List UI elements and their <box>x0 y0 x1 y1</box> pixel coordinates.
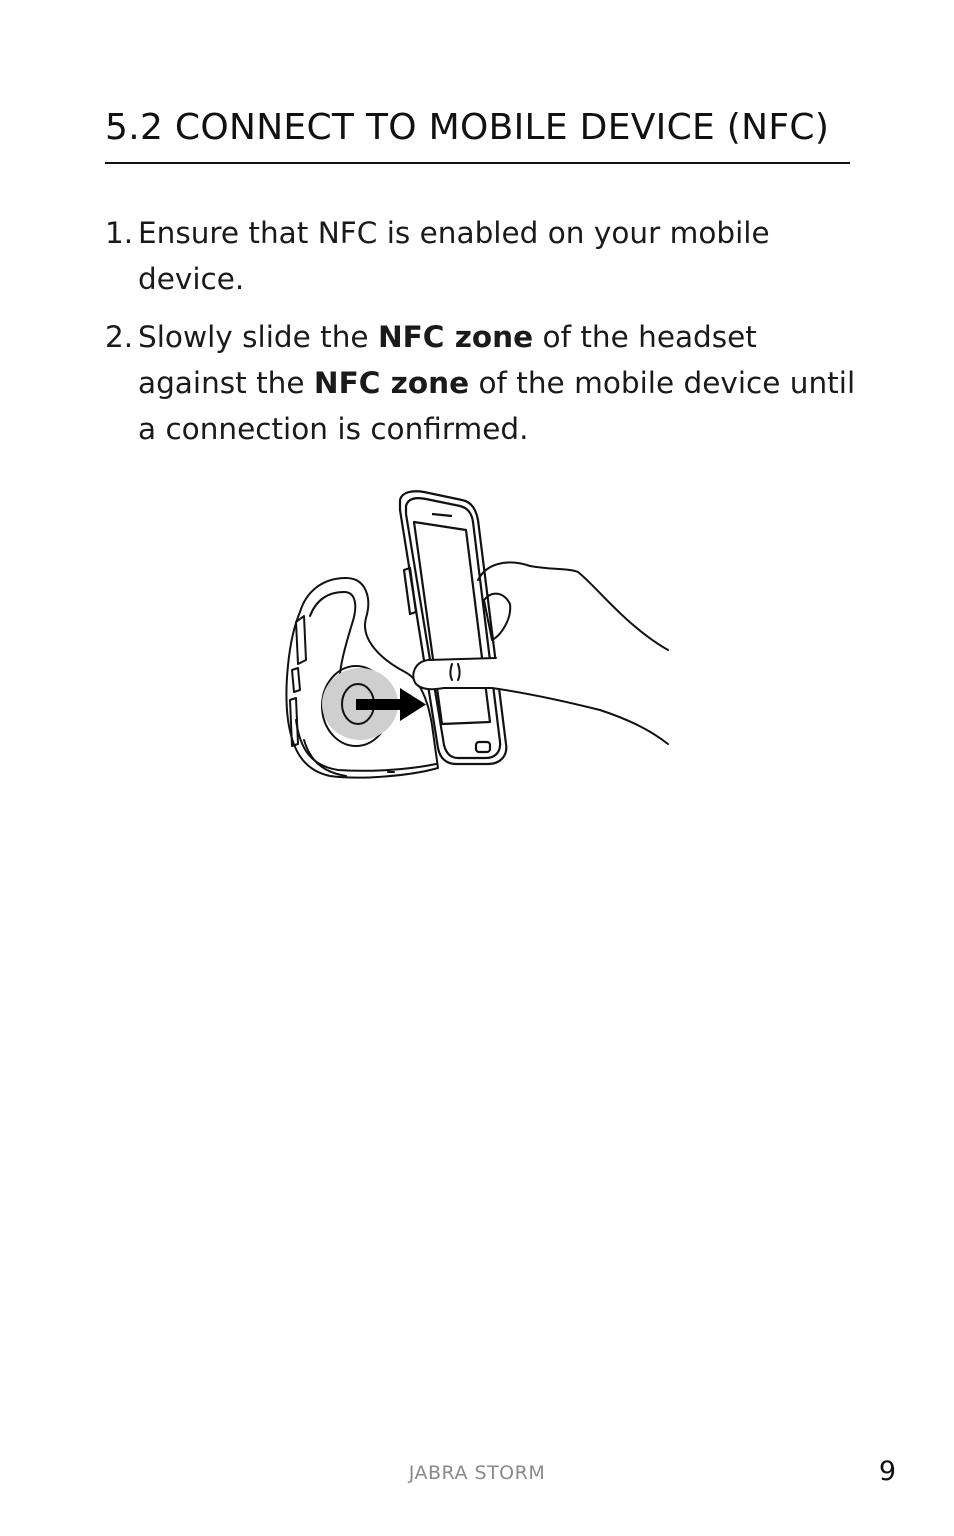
step-number: 2. <box>105 320 134 354</box>
section-title: 5.2 CONNECT TO MOBILE DEVICE (NFC) <box>105 107 830 148</box>
step-text-part: Slowly slide the <box>138 320 378 354</box>
page-number: 9 <box>878 1456 896 1487</box>
step-2 <box>105 314 865 452</box>
instruction-list <box>105 210 865 464</box>
nfc-pairing-illustration <box>270 485 690 795</box>
title-underline <box>105 162 850 164</box>
step-text: Ensure that NFC is enabled on your mobile device. <box>138 216 770 296</box>
nfc-zone-emphasis: NFC zone <box>377 320 534 354</box>
step-number: 1. <box>105 216 134 250</box>
footer-brand: JABRA STORM <box>408 1462 546 1484</box>
nfc-zone-emphasis: NFC zone <box>313 366 470 400</box>
step-text-part: of the mobile device until a connection is confirmed. <box>138 366 856 446</box>
step-1 <box>105 210 865 302</box>
step-text-part: of the headset against the <box>138 320 757 400</box>
